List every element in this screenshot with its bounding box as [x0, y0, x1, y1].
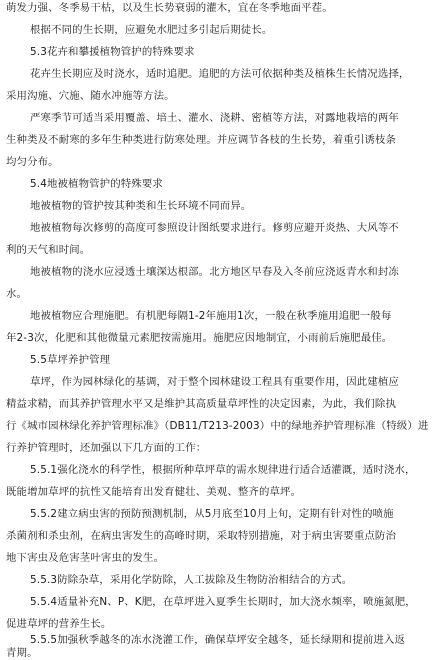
text-line: 杀菌剂和杀虫剂，在病虫害发生的高峰时期，采取特别措施，对于病虫害要重点防治: [6, 530, 396, 542]
text-line: 地下害虫及危害茎叶害虫的发生。: [6, 552, 165, 564]
text-line: 生种类及不耐寒的多年生种类进行防寒处理。并应调节各枝的生长势，着重引诱枝条: [6, 134, 396, 146]
text-line: 地被植物的浇水应浸透土壤深达根部。北方地区早春及入冬前应浇返青水和封冻: [30, 266, 399, 278]
text-line: 均匀分布。: [6, 156, 59, 168]
text-line: 5.5.3防除杂草，采用化学防除，人工拔除及生物防治相结合的方式。: [30, 574, 353, 586]
text-line: 根据不同的生长期，应避免水肥过多引起后期徒长。: [30, 24, 273, 36]
section-heading: 5.4地被植物管护的特殊要求: [30, 178, 163, 190]
text-line: 年2-3次，化肥和其他微量元素肥按需施用。施肥应因地制宜，小雨前后施肥最佳。: [6, 332, 393, 344]
text-line: 行《城市园林绿化养护管理标准》（DB11/T213-2003）中的绿地养护管理标准（特级）进: [6, 420, 429, 432]
text-line: 严寒季节可适当采用覆盖、培土、灌水、浇耕、密植等方法，对露地栽培的两年: [30, 112, 399, 124]
text-line: 采用沟施、穴施、随水冲施等方法。: [6, 90, 175, 102]
section-heading: 5.5草坪养护管理: [30, 354, 111, 366]
text-line: 利的天气和时间。: [6, 244, 91, 256]
text-line: 萌发力强、冬季易干枯，以及生长势衰弱的灌木，宜在冬季地面平茬。: [6, 2, 333, 14]
section-heading: 5.3花卉和攀援植物管护的特殊要求: [30, 46, 195, 58]
text-line: 水。: [6, 288, 28, 300]
text-line: 草坪，作为园林绿化的基调，对于整个园林建设工程具有重要作用，因此建植应: [30, 376, 399, 388]
text-line: 精益求精，而其养护管理水平又是维护其高质量草坪性的决定因素，为此，我们除执: [6, 398, 396, 410]
text-line: 5.5.2建立病虫害的预防预测机制，从5月底至10月上旬，定期有针对性的喷施: [30, 508, 394, 520]
text-line: 促进草坪的营养生长。: [6, 618, 112, 630]
text-line: 5.5.4适量补充N、P、K肥，在草坪进入夏季生长期时，加大浇水频率，喷施氮肥，: [30, 596, 416, 608]
text-line: 行养护管理时，还加强以下几方面的工作：: [6, 442, 207, 454]
text-line: 既能增加草坪的抗性又能培育出发育健壮、美观、整齐的草坪。: [6, 486, 302, 498]
text-line: 地被植物的管护按其种类和生长环境不同而异。: [30, 200, 252, 212]
text-line: 地被植物每次修剪的高度可参照设计图纸要求进行。修剪应避开炎热、大风等不: [30, 222, 399, 234]
text-line: 5.5.5加强秋季越冬的冻水浇灌工作，确保草坪安全越冬，延长绿期和提前进入返: [30, 634, 406, 646]
text-line: 5.5.1强化浇水的科学性，根据所种草坪草的需水规律进行适合适灌溉，适时浇水，: [30, 464, 416, 476]
text-line: 地被植物应合理施肥。有机肥每隔1-2年施用1次，一般在秋季施用追肥一般每: [30, 310, 392, 322]
text-line: 花卉生长期应及时浇水，适时追肥。追肥的方法可依据种类及植株生长情况选择，: [30, 68, 410, 80]
text-line: 青期。: [6, 647, 38, 659]
